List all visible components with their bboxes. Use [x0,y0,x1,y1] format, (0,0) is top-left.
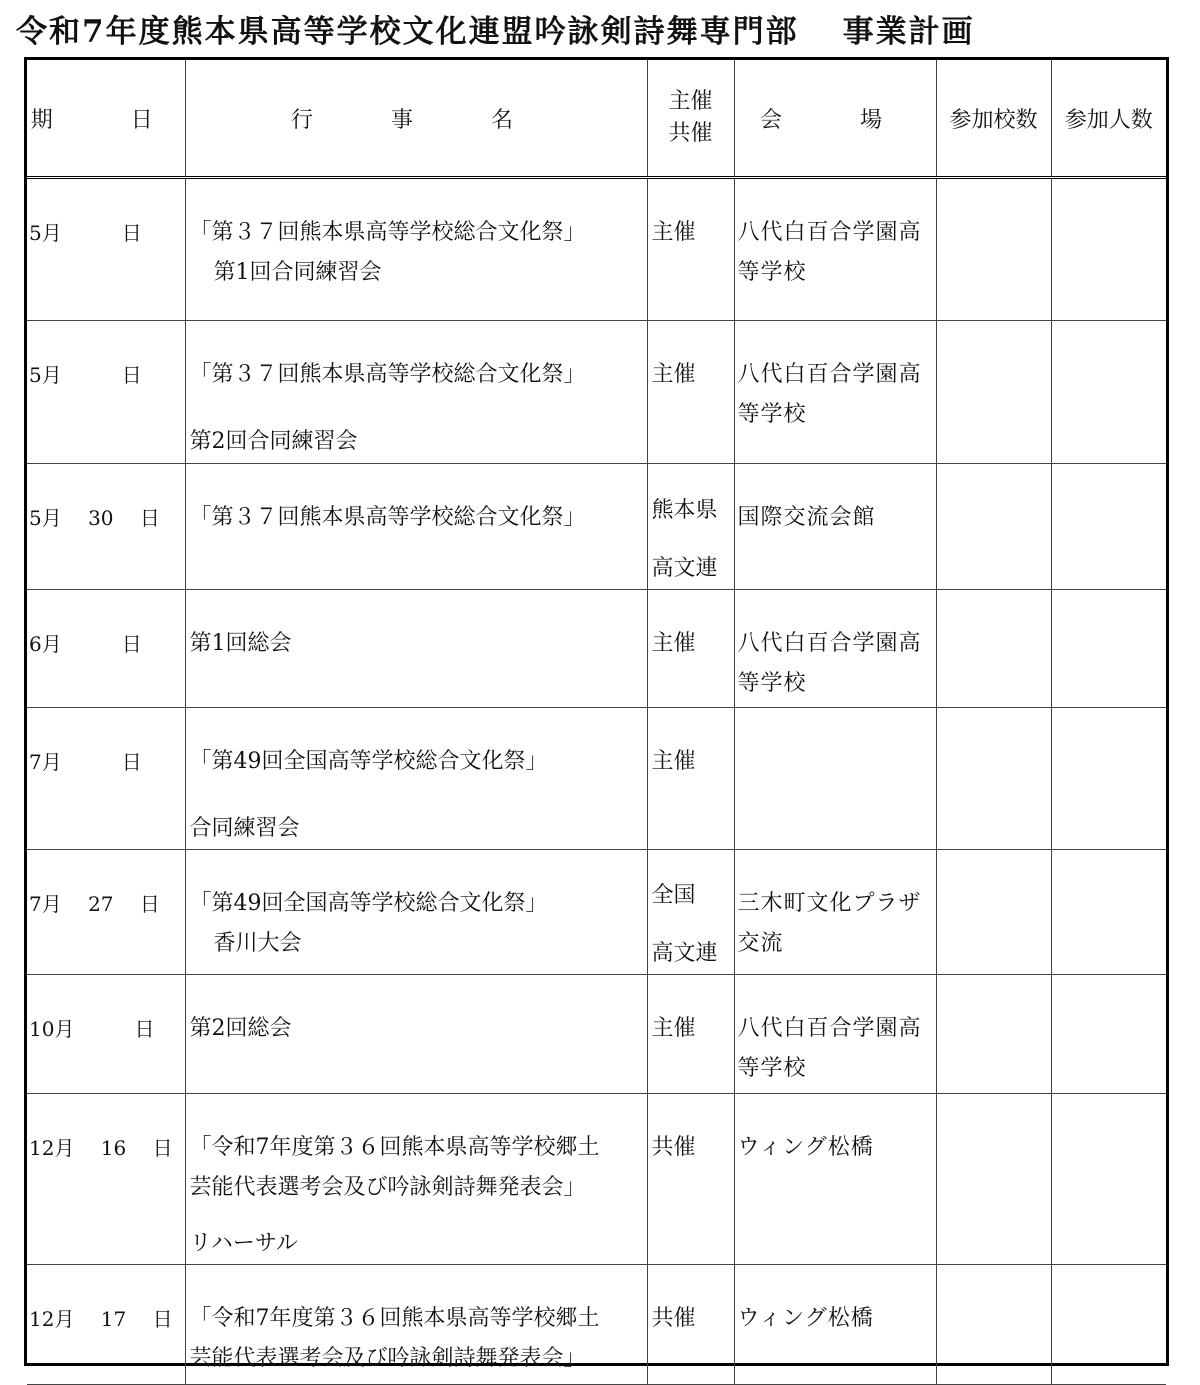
cell-organizer [647,1265,734,1385]
cell-event [185,708,647,850]
header-organizer-1: 主催 [668,89,713,114]
cell-organizer [647,464,734,590]
table-row [27,975,1166,1094]
table-row [27,178,1166,321]
cell-schools [936,464,1051,590]
cell-organizer [647,178,734,321]
organizer-line: 全国 [651,883,696,908]
cell-participants [1051,975,1166,1094]
cell-date: 5月 日 [27,321,185,464]
venue-line: 等学校 [737,260,807,285]
header-organizer [647,60,734,178]
header-venue: 会 場 [734,60,936,178]
cell-organizer [647,975,734,1094]
cell-organizer [647,708,734,850]
cell-event [185,590,647,708]
cell-venue [734,1265,936,1385]
cell-participants [1051,850,1166,975]
cell-date: 10月 日 [27,975,185,1094]
cell-schools [936,975,1051,1094]
cell-venue [734,178,936,321]
cell-venue [734,464,936,590]
table-row [27,850,1166,975]
cell-event [185,178,647,321]
venue-line: 三木町文化プラザ [737,891,922,916]
event-line: 「第49回全国高等学校総合文化祭」 [189,891,548,916]
cell-participants [1051,178,1166,321]
venue-line: 八代白百合学園高 [737,1016,922,1041]
event-line: 芸能代表選考会及び吟詠剣詩舞発表会」 [189,1175,586,1200]
event-line: 第2回合同練習会 [189,429,358,454]
table-row [27,321,1166,464]
organizer-line: 主催 [651,631,696,656]
title-suffix: 事業計画 [842,14,975,50]
cell-event [185,321,647,464]
cell-date: 12月 17 日 [27,1265,185,1385]
event-line: 「第３７回熊本県高等学校総合文化祭」 [189,362,586,387]
cell-organizer [647,590,734,708]
organizer-line: 主催 [651,749,696,774]
title-main: 令和7年度熊本県高等学校文化連盟吟詠剣詩舞専門部 [16,14,799,50]
venue-line: 八代白百合学園高 [737,362,922,387]
cell-date: 6月 日 [27,590,185,708]
venue-line: 等学校 [737,671,807,696]
cell-schools [936,178,1051,321]
cell-schools [936,708,1051,850]
event-line: 第1回総会 [189,631,292,656]
venue-line: 交流 [737,931,784,956]
organizer-line: 主催 [651,362,696,387]
cell-venue [734,708,936,850]
cell-date: 12月 16 日 [27,1094,185,1265]
cell-participants [1051,590,1166,708]
event-line: 第2回総会 [189,1016,292,1041]
event-line: 「令和7年度第３６回熊本県高等学校郷土 [189,1135,600,1160]
cell-venue [734,975,936,1094]
cell-organizer [647,1094,734,1265]
organizer-line: 主催 [651,1016,696,1041]
venue-line: 等学校 [737,1056,807,1081]
cell-schools [936,590,1051,708]
event-line: 「令和7年度第３６回熊本県高等学校郷土 [189,1306,600,1331]
event-line: 第1回合同練習会 [213,260,382,285]
organizer-line: 共催 [651,1306,696,1331]
organizer-line: 熊本県 [651,498,718,523]
organizer-line: 高文連 [651,941,718,966]
cell-venue [734,1094,936,1265]
venue-line: 八代白百合学園高 [737,631,922,656]
cell-participants [1051,321,1166,464]
cell-participants [1051,708,1166,850]
event-line: 香川大会 [213,931,302,956]
header-organizer-2: 共催 [668,121,713,146]
cell-venue [734,321,936,464]
table-row [27,1094,1166,1265]
organizer-line: 高文連 [651,556,718,581]
table-row [27,464,1166,590]
cell-participants [1051,464,1166,590]
event-line: 「第３７回熊本県高等学校総合文化祭」 [189,505,586,530]
venue-line: 国際交流会館 [737,505,876,530]
table-row [27,590,1166,708]
cell-participants [1051,1094,1166,1265]
cell-schools [936,850,1051,975]
cell-event [185,1094,647,1265]
cell-organizer [647,850,734,975]
cell-date: 5月 30 日 [27,464,185,590]
cell-event [185,850,647,975]
table-row [27,708,1166,850]
event-line: 「第49回全国高等学校総合文化祭」 [189,749,548,774]
header-participants: 参加人数 [1051,60,1166,178]
event-line: リハーサル [189,1231,298,1256]
header-schools: 参加校数 [936,60,1051,178]
event-line: 合同練習会 [189,816,300,841]
page-title [16,6,975,51]
cell-participants [1051,1265,1166,1385]
header-row [27,60,1166,178]
header-event: 行 事 名 [185,60,647,178]
cell-event [185,975,647,1094]
cell-schools [936,1265,1051,1385]
event-line: 「第３７回熊本県高等学校総合文化祭」 [189,220,586,245]
header-date: 期 日 [27,60,185,178]
organizer-line: 共催 [651,1135,696,1160]
cell-event [185,1265,647,1385]
cell-event [185,464,647,590]
venue-line: ウィング松橋 [737,1306,874,1331]
cell-date: 5月 日 [27,178,185,321]
venue-line: 等学校 [737,402,807,427]
venue-line: ウィング松橋 [737,1135,874,1160]
cell-schools [936,1094,1051,1265]
cell-venue [734,590,936,708]
event-line: 芸能代表選考会及び吟詠剣詩舞発表会」 [189,1346,586,1371]
schedule-table-frame [24,57,1169,1371]
schedule-table [27,60,1166,1385]
cell-organizer [647,321,734,464]
cell-schools [936,321,1051,464]
cell-venue [734,850,936,975]
cell-date: 7月 27 日 [27,850,185,975]
organizer-line: 主催 [651,220,696,245]
cell-date: 7月 日 [27,708,185,850]
venue-line: 八代白百合学園高 [737,220,922,245]
table-row [27,1265,1166,1385]
